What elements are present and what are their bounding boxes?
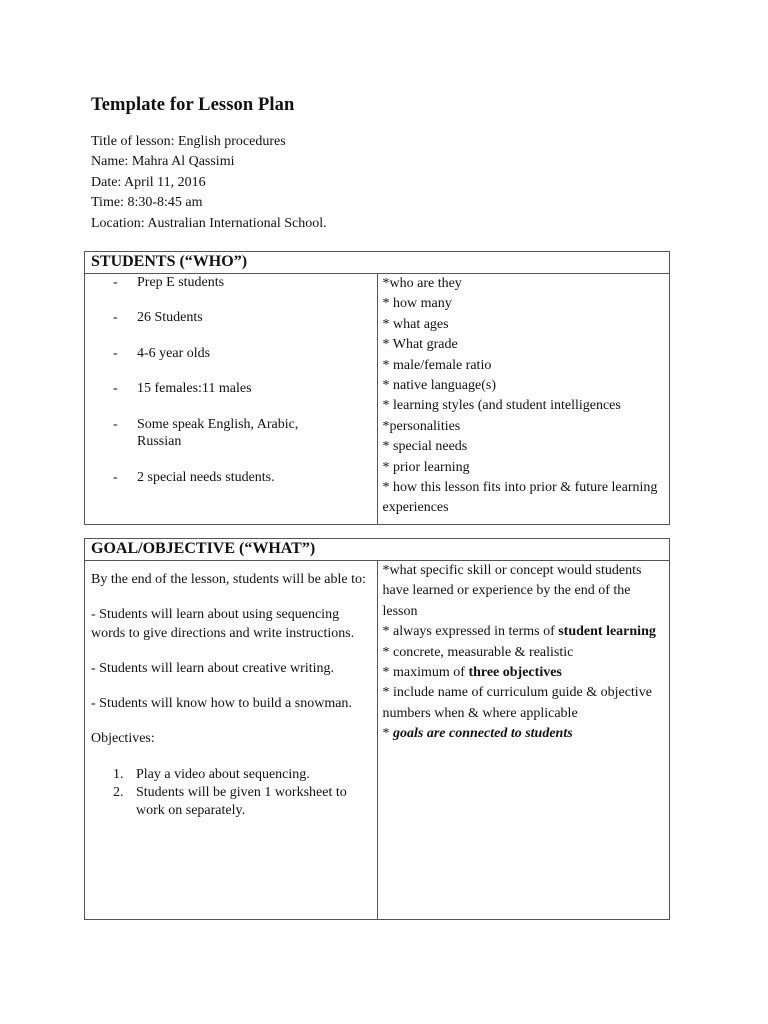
- students-facts-list: [85, 274, 377, 487]
- students-table: [84, 251, 670, 525]
- list-item: [85, 784, 369, 821]
- students-guide-cell: [377, 274, 670, 525]
- guide-emphasis: three objectives: [468, 665, 562, 681]
- guide-line: *personalities: [382, 418, 461, 434]
- list-item-text: 26 Students: [137, 310, 203, 326]
- guide-line: * prior learning: [382, 459, 470, 475]
- lesson-title-line: Title of lesson: English procedures: [91, 134, 286, 149]
- dash-bullet: -: [113, 416, 118, 432]
- objectives-list: [85, 766, 369, 821]
- guide-emphasis: goals are connected to students: [393, 726, 573, 742]
- list-item-text: 2 special needs students.: [137, 469, 275, 485]
- guide-line: * learning styles (and student intelligences: [382, 398, 621, 414]
- objective-text: Students will be given 1 worksheet to work on separately.: [136, 785, 347, 819]
- students-guide-list: [378, 274, 670, 519]
- name-line: Name: Mahra Al Qassimi: [91, 154, 235, 170]
- location-line: Location: Australian International School.: [91, 215, 327, 231]
- guide-line: [383, 663, 666, 683]
- dash-bullet: -: [113, 381, 118, 397]
- guide-line: * special needs: [382, 439, 468, 455]
- guide-line: * include name of curriculum guide & objective numbers when & where applicable: [382, 685, 652, 721]
- list-item: [85, 766, 369, 784]
- objective-number: 2.: [113, 785, 124, 801]
- goals-guide-cell: [377, 561, 670, 920]
- objectives-label: Objectives:: [91, 731, 155, 747]
- goals-heading: GOAL/OBJECTIVE (“WHAT”): [85, 539, 670, 561]
- goal-paragraph: - Students will know how to build a snowman.: [91, 696, 352, 712]
- guide-line: * male/female ratio: [382, 357, 492, 373]
- list-item-text: Prep E students: [137, 275, 225, 290]
- list-item: [85, 345, 337, 363]
- guide-line: [383, 724, 666, 744]
- goals-table: [84, 538, 670, 920]
- guide-line: * What grade: [382, 337, 458, 353]
- goal-paragraph: - Students will learn about using sequencing words to give directions and write instructions.: [91, 607, 355, 641]
- guide-line: *what specific skill or concept would students have learned or experience by the end of the lesson: [382, 563, 642, 619]
- dash-bullet: -: [113, 275, 118, 290]
- dash-bullet: -: [113, 469, 118, 485]
- guide-line: *who are they: [382, 276, 462, 291]
- list-item: [85, 309, 337, 327]
- date-line: Date: April 11, 2016: [91, 174, 206, 190]
- guide-line: * concrete, measurable & realistic: [382, 644, 574, 660]
- guide-line: [383, 622, 666, 642]
- guide-text: * maximum of: [382, 665, 469, 681]
- students-facts-cell: [85, 274, 378, 525]
- list-item: [85, 469, 337, 487]
- guide-line: * native language(s): [382, 378, 497, 394]
- guide-line: * what ages: [382, 316, 449, 332]
- guide-text: *: [382, 726, 393, 742]
- list-item: [85, 380, 337, 398]
- document-title: Template for Lesson Plan: [91, 95, 295, 115]
- students-heading: STUDENTS (“WHO”): [85, 252, 670, 274]
- guide-line: * how this lesson fits into prior & future learning experiences: [382, 480, 658, 516]
- list-item-text: Some speak English, Arabic, Russian: [137, 416, 299, 450]
- guide-line: * how many: [382, 296, 452, 312]
- time-line: Time: 8:30-8:45 am: [91, 195, 203, 211]
- list-item: [85, 416, 337, 452]
- goals-guide-list: [378, 561, 670, 745]
- list-item-text: 15 females:11 males: [137, 381, 252, 397]
- objective-number: 1.: [113, 766, 124, 782]
- guide-text: * always expressed in terms of: [382, 624, 559, 640]
- objective-text: Play a video about sequencing.: [136, 766, 310, 782]
- goals-content-cell: [85, 561, 378, 920]
- dash-bullet: -: [113, 310, 118, 326]
- list-item-text: 4-6 year olds: [137, 345, 211, 361]
- guide-emphasis: student learning: [558, 624, 656, 640]
- list-item: [85, 274, 337, 292]
- goals-intro: By the end of the lesson, students will be able to:: [91, 572, 366, 587]
- goal-paragraph: - Students will learn about creative writing.: [91, 660, 334, 676]
- dash-bullet: -: [113, 345, 118, 361]
- lesson-info: [91, 132, 327, 234]
